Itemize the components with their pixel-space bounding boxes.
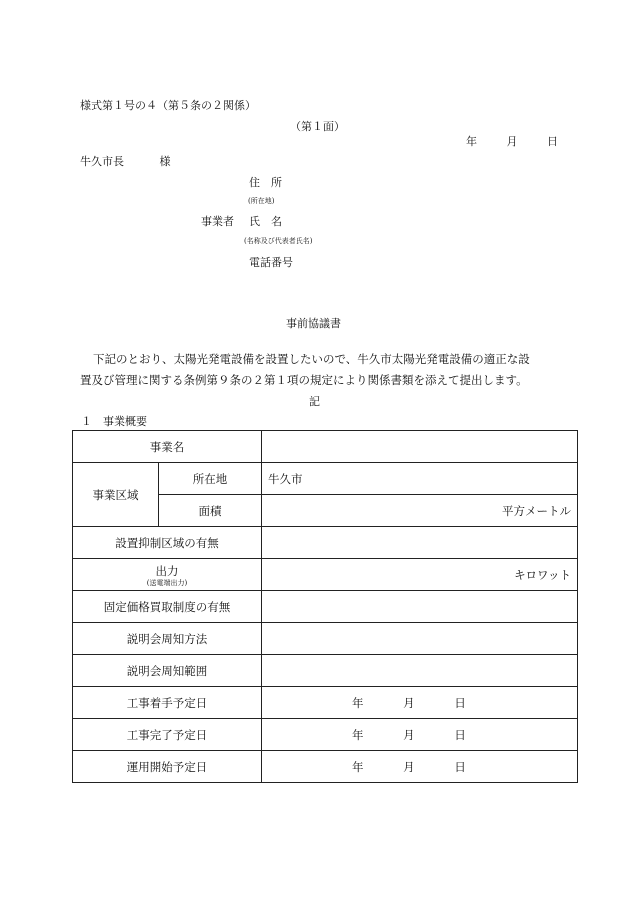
date-month: 月 xyxy=(506,135,518,148)
day-label: 日 xyxy=(454,727,466,742)
operation-date-label: 運用開始予定日 xyxy=(73,751,262,783)
fit-value[interactable] xyxy=(262,591,578,623)
year-label: 年 xyxy=(352,759,364,774)
date-year: 年 xyxy=(466,135,477,148)
output-note: (送電端出力) xyxy=(146,578,188,587)
form-number: 様式第１号の４（第５条の２関係） xyxy=(80,99,256,112)
business-name-label: 事業名 xyxy=(73,431,262,463)
briefing-method-value[interactable] xyxy=(262,623,578,655)
briefing-range-value[interactable] xyxy=(262,655,578,687)
month-label: 月 xyxy=(403,727,415,742)
complete-date-label: 工事完了予定日 xyxy=(73,719,262,751)
table-row xyxy=(73,751,578,783)
name-note: (名称及び代表者氏名) xyxy=(244,237,313,245)
role-label: 事業者 xyxy=(201,215,234,228)
month-label: 月 xyxy=(403,695,415,710)
restriction-label: 設置抑制区域の有無 xyxy=(73,527,262,559)
area-label: 面積 xyxy=(159,495,262,527)
date-day: 日 xyxy=(547,135,558,148)
output-title: 出力 xyxy=(155,563,179,578)
start-date-value[interactable] xyxy=(262,687,578,719)
business-overview-table xyxy=(72,430,578,783)
address-note: (所在地) xyxy=(248,197,275,205)
operation-date-value[interactable] xyxy=(262,751,578,783)
ki-label: 記 xyxy=(309,395,320,408)
area-value[interactable]: 平方メートル xyxy=(262,495,578,527)
addressee xyxy=(80,153,171,169)
address-label: 住 所 xyxy=(249,176,282,189)
addressee-name: 牛久市長 xyxy=(80,155,124,168)
document-title: 事前協議書 xyxy=(286,317,341,330)
table-row xyxy=(73,655,578,687)
fit-label: 固定価格買取制度の有無 xyxy=(73,591,262,623)
table-row xyxy=(73,527,578,559)
table-row xyxy=(73,591,578,623)
year-label: 年 xyxy=(352,695,364,710)
briefing-method-label: 説明会周知方法 xyxy=(73,623,262,655)
business-area-label: 事業区域 xyxy=(73,463,159,527)
output-value[interactable]: キロワット xyxy=(262,559,578,591)
table-row xyxy=(73,463,578,495)
briefing-range-label: 説明会周知範囲 xyxy=(73,655,262,687)
output-label xyxy=(73,559,262,591)
body-line-1: 下記のとおり、太陽光発電設備を設置したいので、牛久市太陽光発電設備の適正な設 xyxy=(93,352,530,366)
year-label: 年 xyxy=(352,727,364,742)
phone-label: 電話番号 xyxy=(249,256,293,269)
section-heading: １ 事業概要 xyxy=(81,415,147,428)
table-row xyxy=(73,559,578,591)
body-line-2: 置及び管理に関する条例第９条の２第１項の規定により関係書類を添えて提出します。 xyxy=(80,373,528,387)
date-line xyxy=(466,133,558,149)
table-row xyxy=(73,623,578,655)
month-label: 月 xyxy=(403,759,415,774)
table-row xyxy=(73,687,578,719)
location-label: 所在地 xyxy=(159,463,262,495)
business-name-value[interactable] xyxy=(262,431,578,463)
name-label: 氏 名 xyxy=(249,215,282,228)
page-indicator: （第１面） xyxy=(290,120,345,133)
restriction-value[interactable] xyxy=(262,527,578,559)
table-row xyxy=(73,719,578,751)
addressee-honorific: 様 xyxy=(159,155,171,168)
day-label: 日 xyxy=(454,759,466,774)
day-label: 日 xyxy=(454,695,466,710)
complete-date-value[interactable] xyxy=(262,719,578,751)
table-row xyxy=(73,431,578,463)
location-value[interactable]: 牛久市 xyxy=(262,463,578,495)
start-date-label: 工事着手予定日 xyxy=(73,687,262,719)
